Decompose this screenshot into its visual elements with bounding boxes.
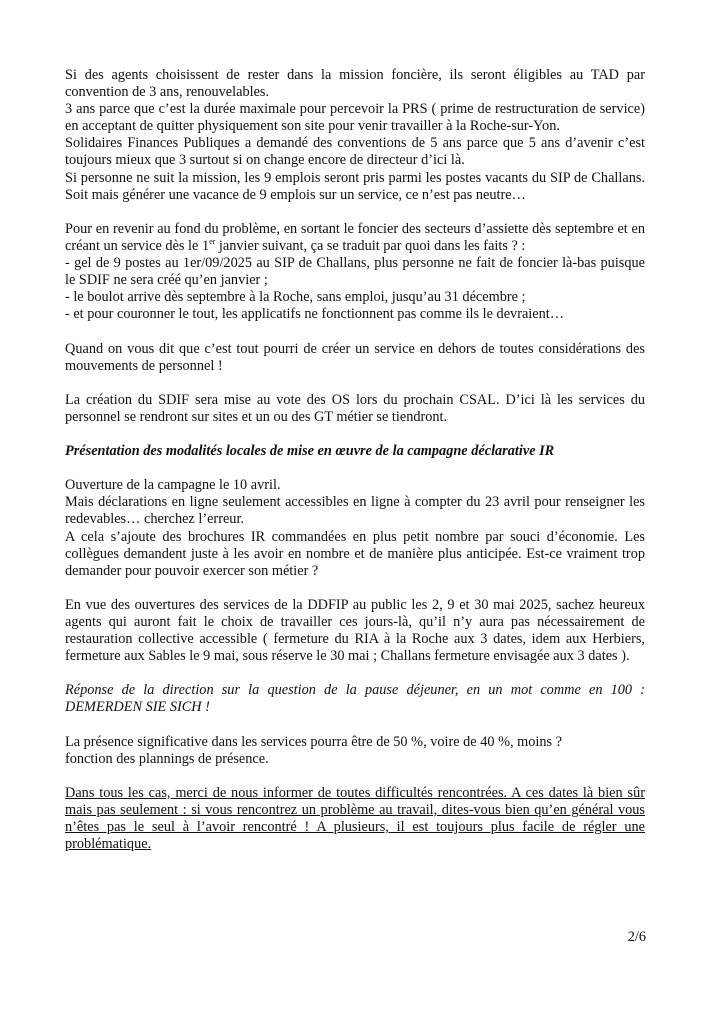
- paragraph-brochures: A cela s’ajoute des brochures IR commandées en plus petit nombre par souci d’économie. Les collègues demandent juste à les avoir en nombre et de manière plus anticipée. Est-ce vraiment trop demander pour pouvoir exercer son métier ?: [65, 528, 645, 579]
- paragraph-direction-answer: Réponse de la direction sur la question de la pause déjeuner, en un mot comme en 100 : DEMERDEN SIE SICH !: [65, 682, 645, 716]
- problem-intro-text: Pour en revenir au fond du problème, en sortant le foncier des secteurs d’assiette dès septembre et en créant un service dès le 1: [65, 220, 645, 254]
- paragraph-inform-us: Dans tous les cas, merci de nous informer de toutes difficultés rencontrées. A ces dates là bien sûr mais pas seulement : si vous rencontrez un problème au travail, dites-vous bien qu’en général vous n’êtes pas le seul à l’avoir rencontré ! A plusieurs, il est toujours plus facile de régler une problématique.: [65, 784, 645, 853]
- paragraph-tad-eligibility: Si des agents choisissent de rester dans la mission foncière, ils seront éligibles au TAD par convention de 3 ans, renouvelables.: [65, 67, 645, 101]
- paragraph-solidaires-request: Solidaires Finances Publiques a demandé des conventions de 5 ans parce que 5 ans d’avenir c’est toujours mieux que 3 surtout si on change encore de directeur d’ici là.: [65, 135, 645, 169]
- document-body: [65, 67, 645, 853]
- paragraph-campaign-opening: Ouverture de la campagne le 10 avril.: [65, 477, 281, 494]
- paragraph-rotten: Quand on vous dit que c’est tout pourri de créer un service en dehors de toutes considérations des mouvements de personnel !: [65, 340, 645, 374]
- paragraph-may-openings: En vue des ouvertures des services de la DDFIP au public les 2, 9 et 30 mai 2025, sachez heureux agents qui auront fait le choix de travailler ces jours-là, qu’il n’y aura pas nécessairement de restauration collective accessible ( fermeture du RIA à la Roche aux 3 dates, idem aux Herbiers, fermeture aux Sables le 9 mai, sous réserve le 30 mai ; Challans fermeture envisagée aux 3 dates ).: [65, 596, 645, 665]
- page-number: 2/6: [627, 929, 646, 945]
- superscript-er: er: [209, 236, 216, 246]
- paragraph-presence-rate: La présence significative dans les services pourra être de 50 %, voire de 40 %, moins ?: [65, 733, 563, 750]
- paragraph-challans-vacancy: Si personne ne suit la mission, les 9 emplois seront pris parmi les postes vacants du SIP de Challans. Soit mais générer une vacance de 9 emplois sur un service, ce n’est pas neutre…: [65, 169, 645, 203]
- paragraph-online-declarations: Mais déclarations en ligne seulement accessibles en ligne à compter du 23 avril pour renseigner les redevables… cherchez l’erreur.: [65, 494, 645, 528]
- paragraph-problem-intro: [65, 221, 645, 255]
- paragraph-sdif-vote: La création du SDIF sera mise au vote des OS lors du prochain CSAL. D’ici là les services du personnel se rendront sur sites et un ou des GT métier se tiendront.: [65, 391, 645, 425]
- list-item-work-arrives: - le boulot arrive dès septembre à la Roche, sans emploi, jusqu’au 31 décembre ;: [65, 289, 526, 306]
- list-item-applications: - et pour couronner le tout, les applicatifs ne fonctionnent pas comme ils le devraient…: [65, 306, 565, 323]
- paragraph-prs-duration: 3 ans parce que c’est la durée maximale pour percevoir la PRS ( prime de restructuration de service) en acceptant de quitter physiquement son site pour venir travailler à la Roche-sur-Yon.: [65, 101, 645, 135]
- section-heading: Présentation des modalités locales de mise en œuvre de la campagne déclarative IR: [65, 443, 555, 460]
- paragraph-presence-plannings: fonction des plannings de présence.: [65, 750, 269, 767]
- list-item-posts-freeze: - gel de 9 postes au 1er/09/2025 au SIP de Challans, plus personne ne fait de foncier là-bas puisque le SDIF ne sera créé qu’en janvier ;: [65, 255, 645, 289]
- problem-intro-text-end: janvier suivant, ça se traduit par quoi dans les faits ? :: [215, 237, 526, 254]
